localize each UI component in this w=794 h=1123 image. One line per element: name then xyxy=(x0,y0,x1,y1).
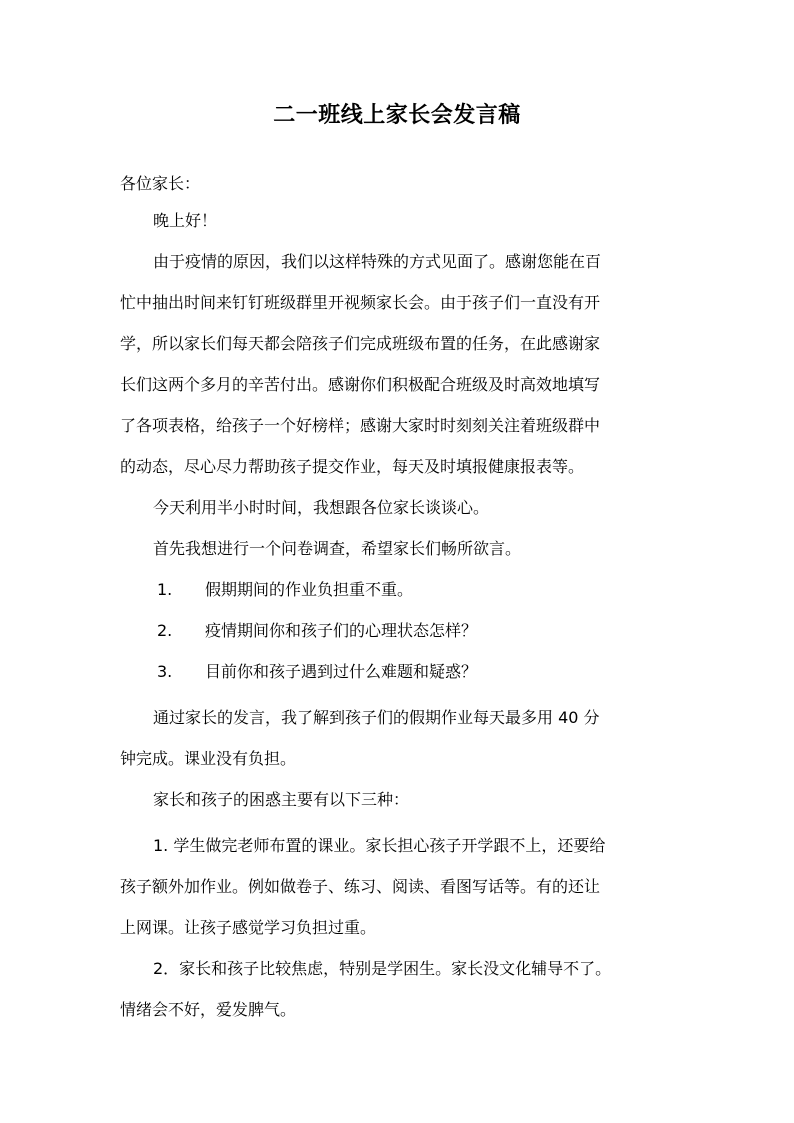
paragraph-line: 通过家长的发言，我了解到孩子们的假期作业每天最多用 40 分 xyxy=(153,708,600,727)
paragraph-line: 上网课。让孩子感觉学习负担过重。 xyxy=(120,918,377,937)
paragraph-line: 今天利用半小时时间，我想跟各位家长谈谈心。 xyxy=(153,498,490,517)
paragraph-line: 长们这两个多月的辛苦付出。感谢你们积极配合班级及时高效地填写 xyxy=(120,375,601,394)
paragraph-line: 由于疫情的原因，我们以这样特殊的方式见面了。感谢您能在百 xyxy=(153,252,602,271)
paragraph-line: 孩子额外加作业。例如做卷子、练习、阅读、看图写话等。有的还让 xyxy=(120,877,601,896)
question-number: 3. xyxy=(157,662,173,681)
question-item xyxy=(157,571,413,608)
paragraph-line: 了各项表格，给孩子一个好榜样；感谢大家时时刻刻关注着班级群中 xyxy=(120,416,601,435)
question-number: 2. xyxy=(157,621,173,640)
question-item xyxy=(157,612,477,649)
salutation-line: 晚上好！ xyxy=(153,211,218,230)
document-title: 二一班线上家长会发言稿 xyxy=(273,103,521,128)
question-number: 1. xyxy=(157,580,173,599)
paragraph-line: 1. 学生做完老师布置的课业。家长担心孩子开学跟不上，还要给 xyxy=(153,836,606,855)
question-text: 假期期间的作业负担重不重。 xyxy=(205,580,414,599)
paragraph-line: 的动态，尽心尽力帮助孩子提交作业，每天及时填报健康报表等。 xyxy=(120,457,585,476)
question-text: 目前你和孩子遇到过什么难题和疑惑？ xyxy=(205,662,478,681)
paragraph-line: 学，所以家长们每天都会陪孩子们完成班级布置的任务，在此感谢家 xyxy=(120,334,601,353)
question-item xyxy=(157,653,477,690)
paragraph-line: 钟完成。课业没有负担。 xyxy=(120,749,297,768)
paragraph-line: 情绪会不好，爱发脾气。 xyxy=(120,1000,297,1019)
question-text: 疫情期间你和孩子们的心理状态怎样？ xyxy=(205,621,478,640)
paragraph-line: 首先我想进行一个问卷调查，希望家长们畅所欲言。 xyxy=(153,539,522,558)
paragraph-line: 家长和孩子的困惑主要有以下三种： xyxy=(153,790,410,809)
paragraph-line: 忙中抽出时间来钉钉班级群里开视频家长会。由于孩子们一直没有开 xyxy=(120,293,601,312)
paragraph-line: 2．家长和孩子比较焦虑，特别是学困生。家长没文化辅导不了。 xyxy=(153,959,612,978)
greeting-line: 各位家长： xyxy=(120,174,201,193)
